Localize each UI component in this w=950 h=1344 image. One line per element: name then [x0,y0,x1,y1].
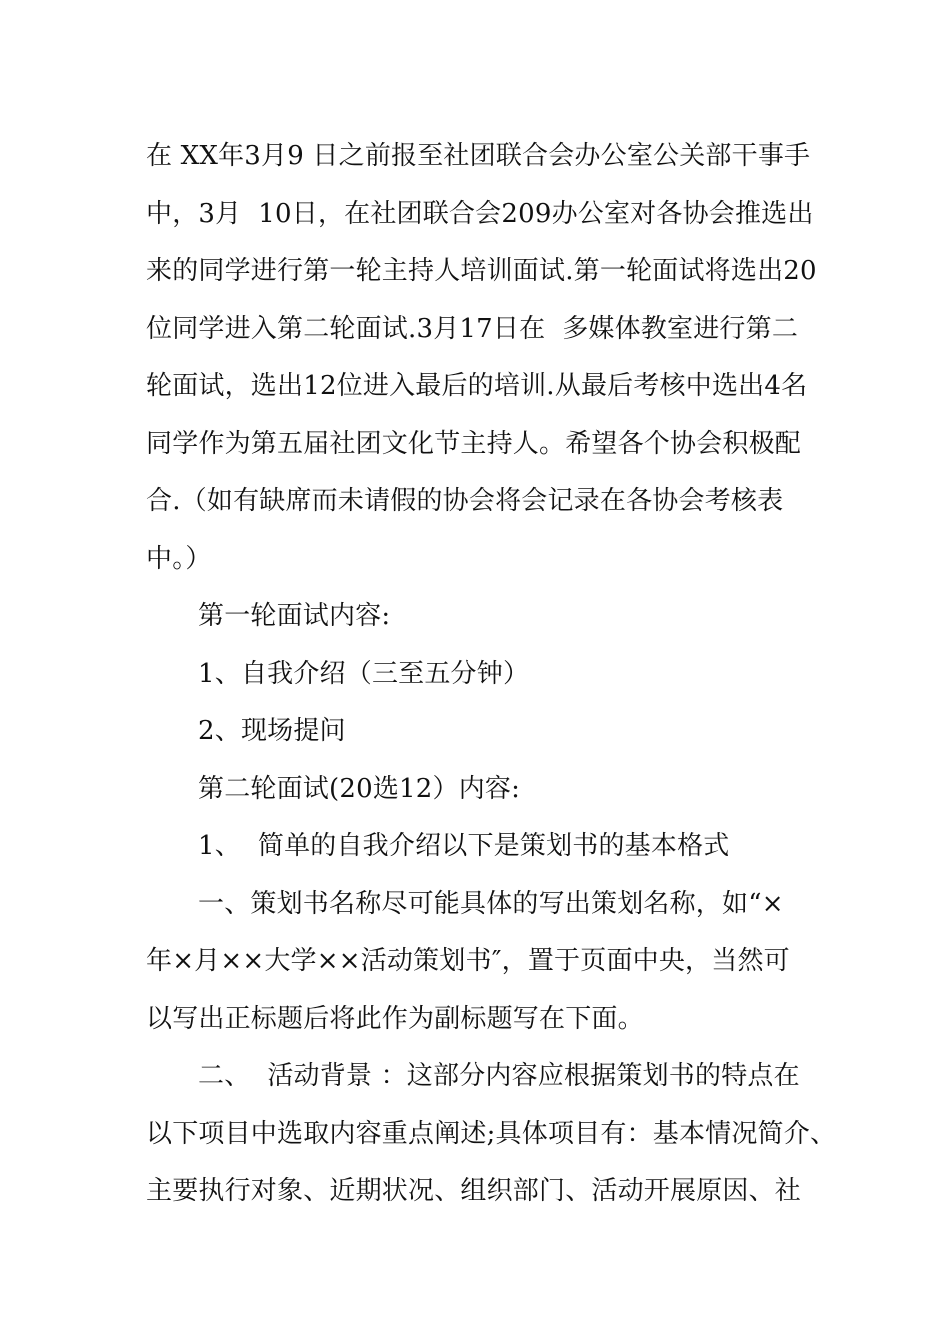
text-line: 合.（如有缺席而未请假的协会将会记录在各协会考核表 [146,486,784,516]
text-line: 位同学进入第二轮面试.3月17日在 多媒体教室进行第二 [146,313,799,344]
paragraph-start: 二、 活动背景 ：这部分内容应根据策划书的特点在 [198,1061,800,1091]
paragraph-start: 一、策划书名称尽可能具体的写出策划名称，如“× [198,888,784,919]
section-heading: 第一轮面试内容: [198,601,391,631]
list-item: 1、自我介绍（三至五分钟） [198,658,530,689]
text-line: 中，3月 10日，在社团联合会209办公室对各协会推选出 [146,198,814,229]
text-line: 来的同学进行第一轮主持人培训面试.第一轮面试将选出20 [146,256,817,286]
list-item: 2、现场提问 [198,716,346,746]
text-line: 轮面试，选出12位进入最后的培训.从最后考核中选出4名 [146,371,808,401]
text-line: 主要执行对象、近期状况、组织部门、活动开展原因、社 [146,1176,802,1206]
section-heading: 第二轮面试(20选12）内容: [198,773,521,804]
text-line: 中。） [146,543,212,574]
text-line: 以写出正标题后将此作为副标题写在下面。 [146,1003,644,1034]
text-line: 年×月××大学××活动策划书″，置于页面中央，当然可 [146,946,790,976]
list-item: 1、 简单的自我介绍以下是策划书的基本格式 [198,831,730,861]
text-line: 以下项目中选取内容重点阐述;具体项目有：基本情况简介、 [146,1118,837,1149]
text-line: 同学作为第五届社团文化节主持人。希望各个协会积极配 [146,428,802,459]
document-body [146,128,837,1221]
text-line: 在 XX年3月9 日之前报至社团联合会办公室公关部干事手 [146,141,811,171]
